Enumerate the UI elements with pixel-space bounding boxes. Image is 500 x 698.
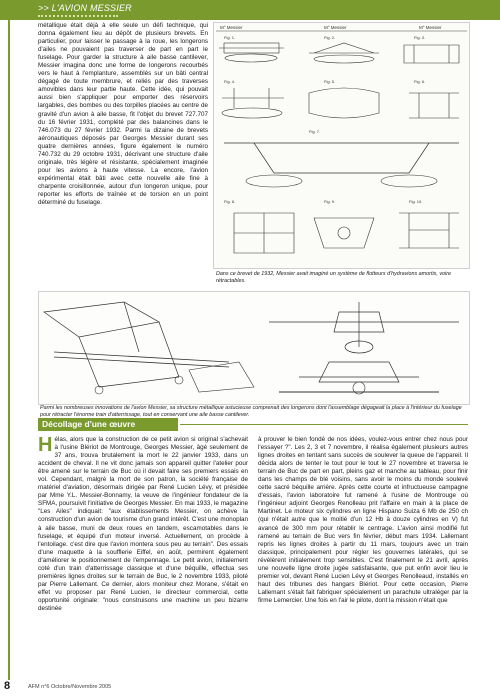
patent-drawing <box>213 22 470 269</box>
top-left-column <box>38 22 208 258</box>
fig-label-7: Fig. 7. <box>309 129 321 134</box>
body-left-text: élas, alors que la construction de ce petit avion si original s'achevait à l'usine Blériot de Montrouge, Georges Messier, âgé seulement de 37 ans, trouva brutalement la mort le 22 janvier 1933, dans un accident de cheval. Il ne vit donc jamais son appareil quitter l'atelier pour être amené sur le terrain de Buc où il devait faire ses premiers essais en vol. Cependant, malgré la mort de son patron, la société française de matériel d'aviation, désormais dirigée par René Lucien Lévy, et présidée par Mme Y.L. Messier-Bonnamy, la veuve de l'ingénieur fondateur de la SFMA, poursuivit l'initiative de Georges Messier. En mai 1933, le magazine "Les Ailes" indiquait: "aux établissements Messier, on achève la construction d'un avion de tourisme d'un grand intérêt. C'est une monoplan à aile basse, muni de deux roues en tandem, escamotables dans le fuselage, et équipé d'un moteur inversé. Actuellement, on procède à l'entoilage. c'est dire que l'avion montera sous peu au terrain". Des essais d'une maquette à la soufflerie Eiffel, en août, permirent également d'améliorer le positionnement de l'empennage. Le petit avion, initialement coté d'un train d'atterrissage classique et d'une béquille, effectua ses premières lignes droites sur le terrain de Buc, le 2 novembre 1933, piloté par Pierre Lallemant. Ce dernier, alors moniteur chez Morane, s'était en effet vu proposer par René Lucien, le directeur commercial, cette opportunité originale: "nous construisons une machine un peu bizarre destinée <box>38 436 248 612</box>
header-dotted-rule <box>38 15 118 17</box>
left-margin-rule <box>8 20 10 680</box>
fig-label-9: Fig. 9. <box>324 199 336 204</box>
patent-caption: Dans ce brevet de 1932, Messier avait imaginé un système de flotteurs d'hydravions amortis, voire rétractables. <box>216 271 452 284</box>
body-right-paragraph: à prouver le bien fondé de nos idées, voulez-vous entrer chez nous pour l'essayer ?". Les 2, 3 et 7 novembre, il réalisa également plusieurs autres lignes droites en tentant sans succès de soulever la queue de l'appareil. Il décida alors de tenter le tout pour le tout le 27 novembre et traversa le terrain de Buc de part en part, pleins gaz et manche au tableau, pour finir dans les champs de blé voisins, sans avoir le moins du monde soulevé cette sacré béquille arrière. Après cette courte et infructueuse campagne d'essais, l'avion laboratoire fut ramené à l'usine de Montrouge où l'ingénieur adjoint Georges Renolleau prit l'affaire en main à la place de Martinet. Le moteur six cylindres en ligne Hispano Suiza 6 Mb de 250 ch (qui n'était autre que le moitié d'un 12 Hb à douze cylindres en V) fut avancé de 300 mm pour rétablir le centrage. L'avion ainsi modifié fut ramené au terrain de Buc vers fin février, début mars 1934. Lallemant repris les lignes droites à partir du 11 mars, toujours avec un train classique, principalement pour régler les gouvernes latérales, qui se révélèrent initialement trop sensibles. C'est finalement le 21 avril, après une nouvelle ligne droite jugée satisfaisante, que put enfin avoir lieu le premier vol, devant René Lucien Lévy et Georges Renolleaud, installés en haut des tribunes des hangars Blériot. Pour cette occasion, Pierre Lallemant s'était fait fabriquer spécialement un parachute ultraléger par la firme Lemercier. Une fois en l'air le pilote, dont la mission n'était que <box>258 436 468 604</box>
structure-drawings <box>38 291 470 405</box>
structure-caption: Parmi les nombreuses innovations de l'avion Messier, sa structure métallique astucieuse comprenait des longerons dont l'assemblage dégageait la place à l'intérieur du fuselage pour rétracter l'énorme train d'atterrissage, tout en conservant une aile basse cantilever. <box>40 405 462 418</box>
fig-label-4: Fig. 4. <box>224 79 236 84</box>
patent-name-3: M° Messier <box>419 25 442 30</box>
page-number: 8 <box>4 680 11 692</box>
fig-label-3: Fig. 3. <box>414 35 426 40</box>
section-heading-box <box>38 418 178 439</box>
section-heading: Décollage d'une œuvre inachevée <box>42 419 136 439</box>
fig-label-1: Fig. 1. <box>224 35 236 40</box>
fig-label-8: Fig. 8. <box>224 199 236 204</box>
fig-label-6: Fig. 6. <box>414 79 426 84</box>
fig-label-10: Fig. 10. <box>409 199 423 204</box>
footer-issue: AFM n°6 Octobre/Novembre 2005 <box>28 684 112 690</box>
body-left-paragraph <box>38 436 248 613</box>
patent-name-2: M° Messier <box>324 25 347 30</box>
patent-drawing-svg <box>214 23 469 268</box>
top-left-paragraph: métallique était déjà à elle seule un défi technique, qui donna également lieu au dépôt de plusieurs brevets. En particulier, pour laisser le passage à la roue, les longerons d'ailes ne pouvaient pas traverser de part en part le fuselage. Pour garder la structure à aile basse cantilever, Messier imagina donc une forme de longerons recourbés vers le haut à l'emplanture, assemblés sur un bâti central dégagé de toute membrure, et reliés par des traverses amovibles dans leur partie haute. Cette idée, qui pouvait aussi bien s'appliquer pour emporter des réservoirs largables, des bombes ou des torpilles placées au centre de gravité d'un avion à aile basse, fit l'objet du brevet 727.707 du 16 février 1931, complété par des balancines dans le 746.073 du 27 février 1932. Parmi la dizaine de brevets aéronautiques déposés par Georges Messier durant ses quatre dernières années, figure également le numéro 740.732 du 29 octobre 1931, décrivant une structure d'aile originale, très légère et résistante, spécialement imaginée pour les avions à haute vitesse. La encore, l'avion expérimental était bâti avec cette nouvelle aile fine à charpente croisillonnée, autour d'un longeron unique, pour reporter les efforts de traînée et de torsion en un point déterminé du fuselage. <box>38 22 208 207</box>
fig-label-5: Fig. 5. <box>324 79 336 84</box>
fig-label-2: Fig. 2. <box>324 35 336 40</box>
body-left-column <box>38 436 248 676</box>
dropcap: H <box>38 436 53 456</box>
patent-name-1: M° Messier <box>220 25 243 30</box>
structure-drawings-svg <box>39 292 469 404</box>
body-right-column <box>258 436 468 676</box>
section-rule <box>180 424 468 425</box>
header-title: >> L'AVION MESSIER <box>38 3 132 13</box>
